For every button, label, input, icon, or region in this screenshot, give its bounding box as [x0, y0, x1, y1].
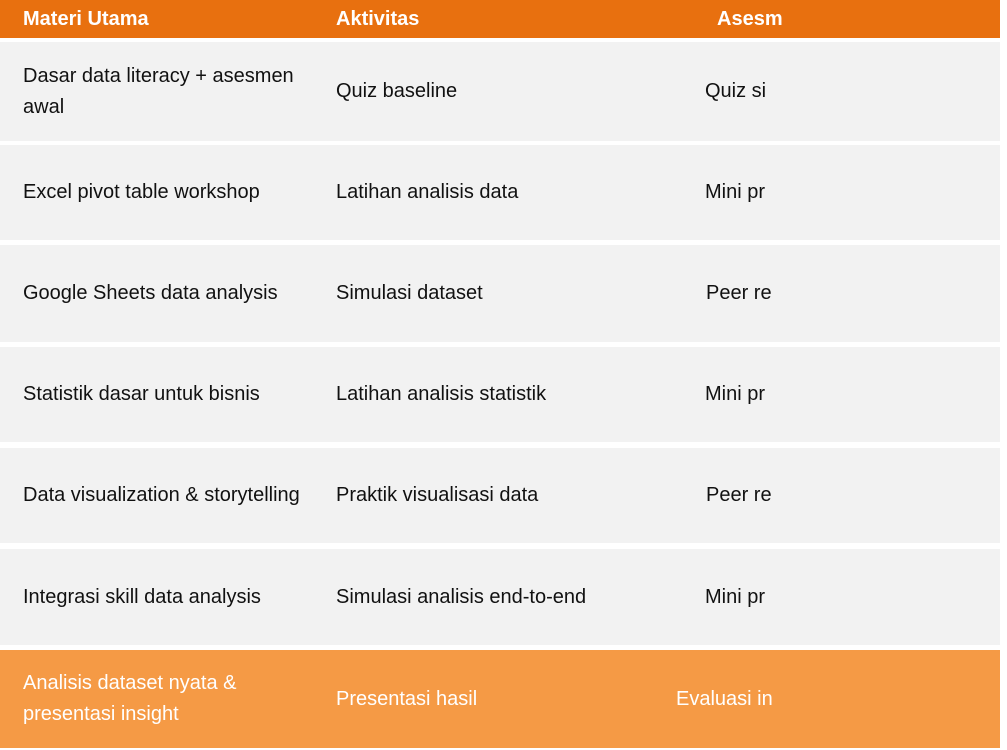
cell-aktivitas: Latihan analisis data	[336, 181, 519, 203]
cell-materi: Google Sheets data analysis	[23, 282, 278, 304]
table-row	[0, 347, 1000, 442]
cell-materi: Analisis dataset nyata & presentasi insight	[23, 672, 237, 725]
cell-asesmen: Evaluasi in	[676, 687, 773, 710]
cell-asesmen: Peer re	[706, 282, 772, 304]
header-aktivitas: Aktivitas	[336, 7, 420, 30]
cell-asesmen: Quiz si	[705, 80, 767, 102]
cell-materi: Dasar data literacy + asesmen awal	[23, 64, 294, 118]
header-asesmen: Asesm	[717, 7, 783, 30]
table-row-highlighted	[0, 650, 1000, 748]
table-row	[0, 42, 1000, 141]
cell-materi: Data visualization & storytelling	[23, 484, 300, 506]
cell-aktivitas: Latihan analisis statistik	[336, 383, 547, 405]
table-header	[0, 0, 1000, 38]
table-row	[0, 549, 1000, 645]
cell-materi: Excel pivot table workshop	[23, 181, 260, 203]
cell-aktivitas: Presentasi hasil	[336, 687, 478, 710]
cell-aktivitas: Praktik visualisasi data	[336, 484, 539, 506]
cell-aktivitas: Quiz baseline	[336, 80, 458, 102]
cell-asesmen: Mini pr	[705, 181, 766, 203]
cell-aktivitas: Simulasi analisis end-to-end	[336, 585, 587, 608]
header-materi-utama: Materi Utama	[23, 7, 149, 30]
cell-materi: Integrasi skill data analysis	[23, 585, 261, 608]
table-row	[0, 245, 1000, 342]
cell-materi: Statistik dasar untuk bisnis	[23, 383, 260, 405]
cell-asesmen: Mini pr	[705, 383, 766, 405]
cell-aktivitas: Simulasi dataset	[336, 282, 483, 304]
cell-asesmen: Mini pr	[705, 585, 766, 608]
table-row	[0, 145, 1000, 240]
cell-asesmen: Peer re	[706, 484, 772, 506]
table-row	[0, 448, 1000, 543]
